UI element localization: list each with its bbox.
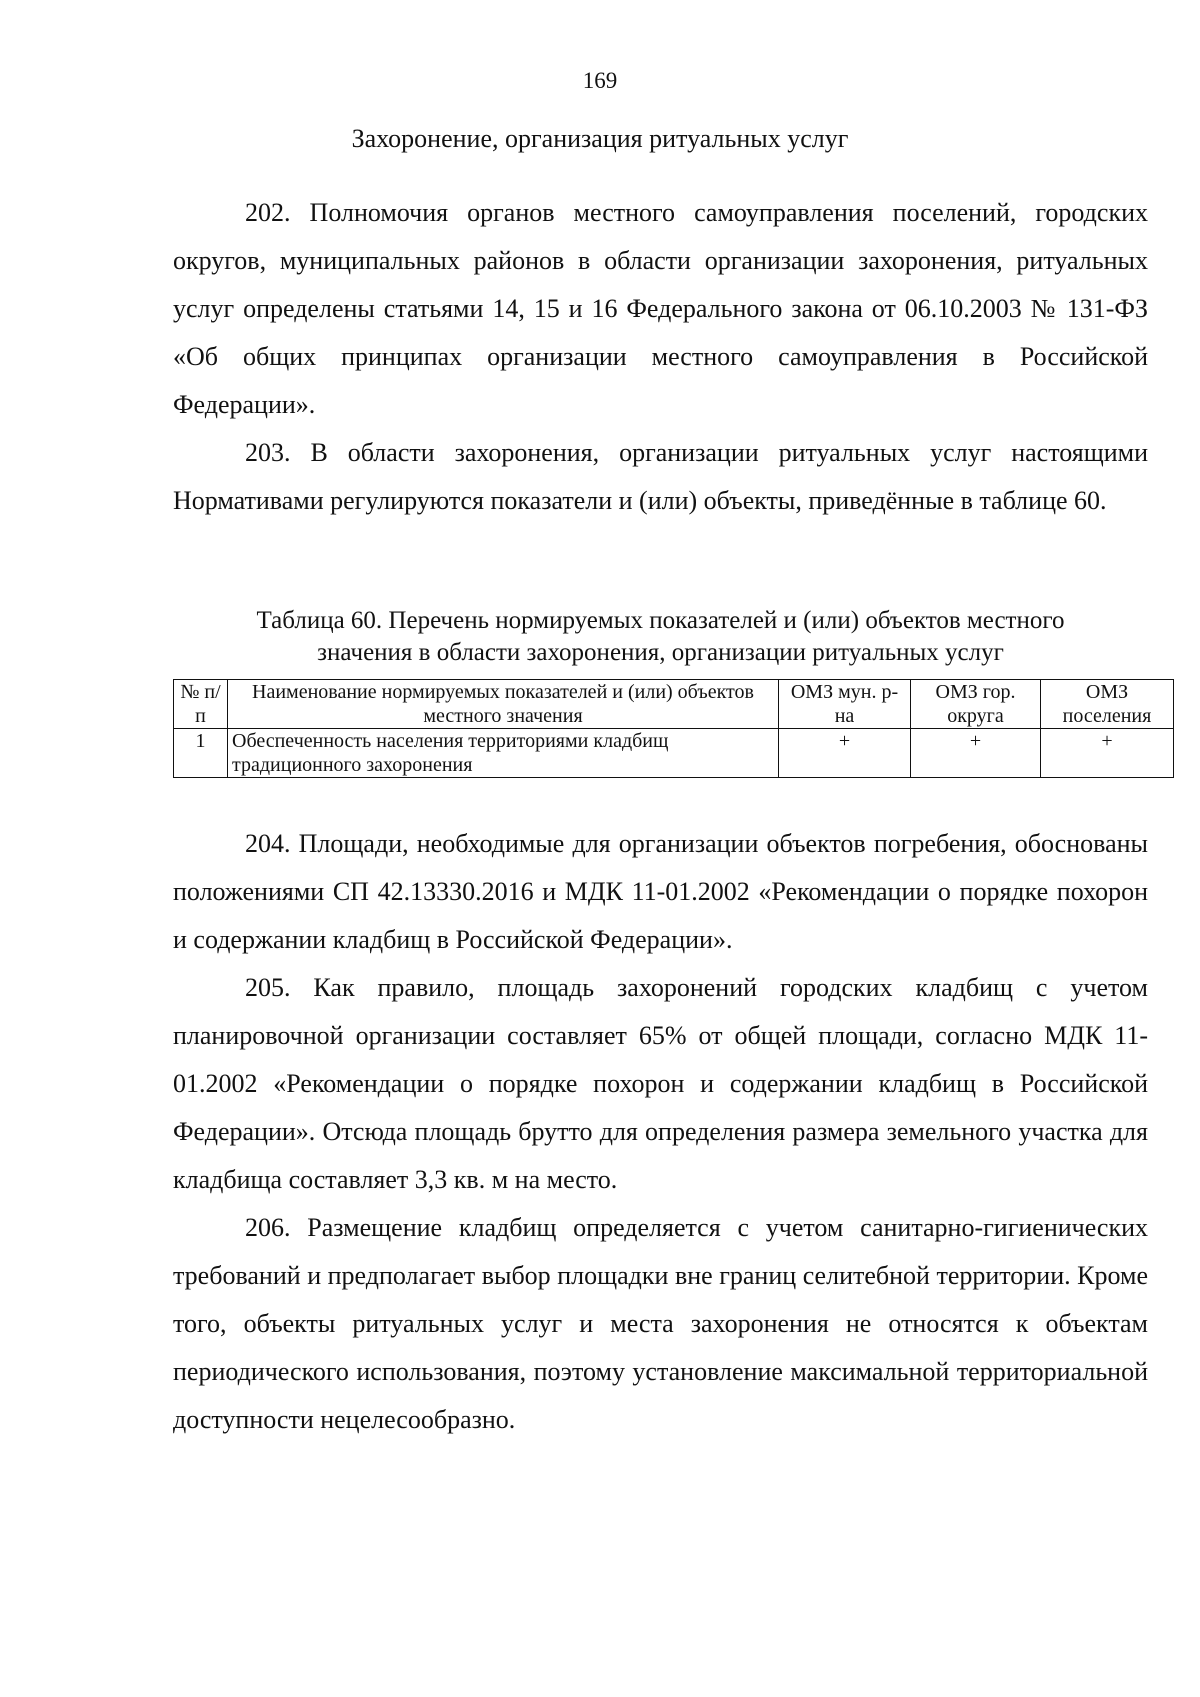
- table-caption: [173, 605, 1148, 669]
- paragraphs-before-table: [173, 189, 1148, 525]
- header-omz-mun: ОМЗ мун. р-на: [779, 680, 911, 729]
- table-header-row: [174, 680, 1174, 729]
- header-number: № п/п: [174, 680, 228, 729]
- cell-name: Обеспеченность населения территориями кладбищ традиционного захоронения: [228, 729, 779, 778]
- table-caption-line-2: значения в области захоронения, организации ритуальных услуг: [317, 639, 1004, 666]
- paragraph-204: 204. Площади, необходимые для организации объектов погребения, обоснованы положениями СП 42.13330.2016 и МДК 11-01.2002 «Рекомендации о порядке похорон и содержании кладбищ в Российской Федерации».: [173, 829, 1148, 954]
- paragraph-206: 206. Размещение кладбищ определяется с учетом санитарно-гигиенических требований и предполагает выбор площадки вне границ селитебной территории. Кроме того, объекты ритуальных услуг и места захоронения не относятся к объектам периодического использования, поэтому установление максимальной территориальной доступности нецелесообразно.: [173, 1213, 1148, 1434]
- cell-omz-pos: +: [1041, 729, 1174, 778]
- norms-table: [173, 679, 1174, 778]
- cell-number: 1: [174, 729, 228, 778]
- cell-omz-gor: +: [911, 729, 1041, 778]
- table-caption-line-1: Таблица 60. Перечень нормируемых показателей и (или) объектов местного: [256, 607, 1065, 634]
- paragraphs-after-table: [173, 820, 1148, 1444]
- paragraph-203: 203. В области захоронения, организации ритуальных услуг настоящими Нормативами регулируются показатели и (или) объекты, приведённые в таблице 60.: [173, 438, 1148, 515]
- table-row: [174, 729, 1174, 778]
- paragraph-205: 205. Как правило, площадь захоронений городских кладбищ с учетом планировочной организации составляет 65% от общей площади, согласно МДК 11-01.2002 «Рекомендации о порядке похорон и содержании кладбищ в Российской Федерации». Отсюда площадь брутто для определения размера земельного участка для кладбища составляет 3,3 кв. м на место.: [173, 973, 1148, 1194]
- page-number: 169: [582, 68, 618, 93]
- section-title: Захоронение, организация ритуальных услуг: [351, 124, 849, 153]
- header-omz-gor: ОМЗ гор. округа: [911, 680, 1041, 729]
- cell-omz-mun: +: [779, 729, 911, 778]
- header-name: Наименование нормируемых показателей и (или) объектов местного значения: [228, 680, 779, 729]
- paragraph-202: 202. Полномочия органов местного самоуправления поселений, городских округов, муниципальных районов в области организации захоронения, ритуальных услуг определены статьями 14, 15 и 16 Федерального закона от 06.10.2003 № 131-ФЗ «Об общих принципах организации местного самоуправления в Российской Федерации».: [173, 198, 1148, 419]
- header-omz-pos: ОМЗ поселения: [1041, 680, 1174, 729]
